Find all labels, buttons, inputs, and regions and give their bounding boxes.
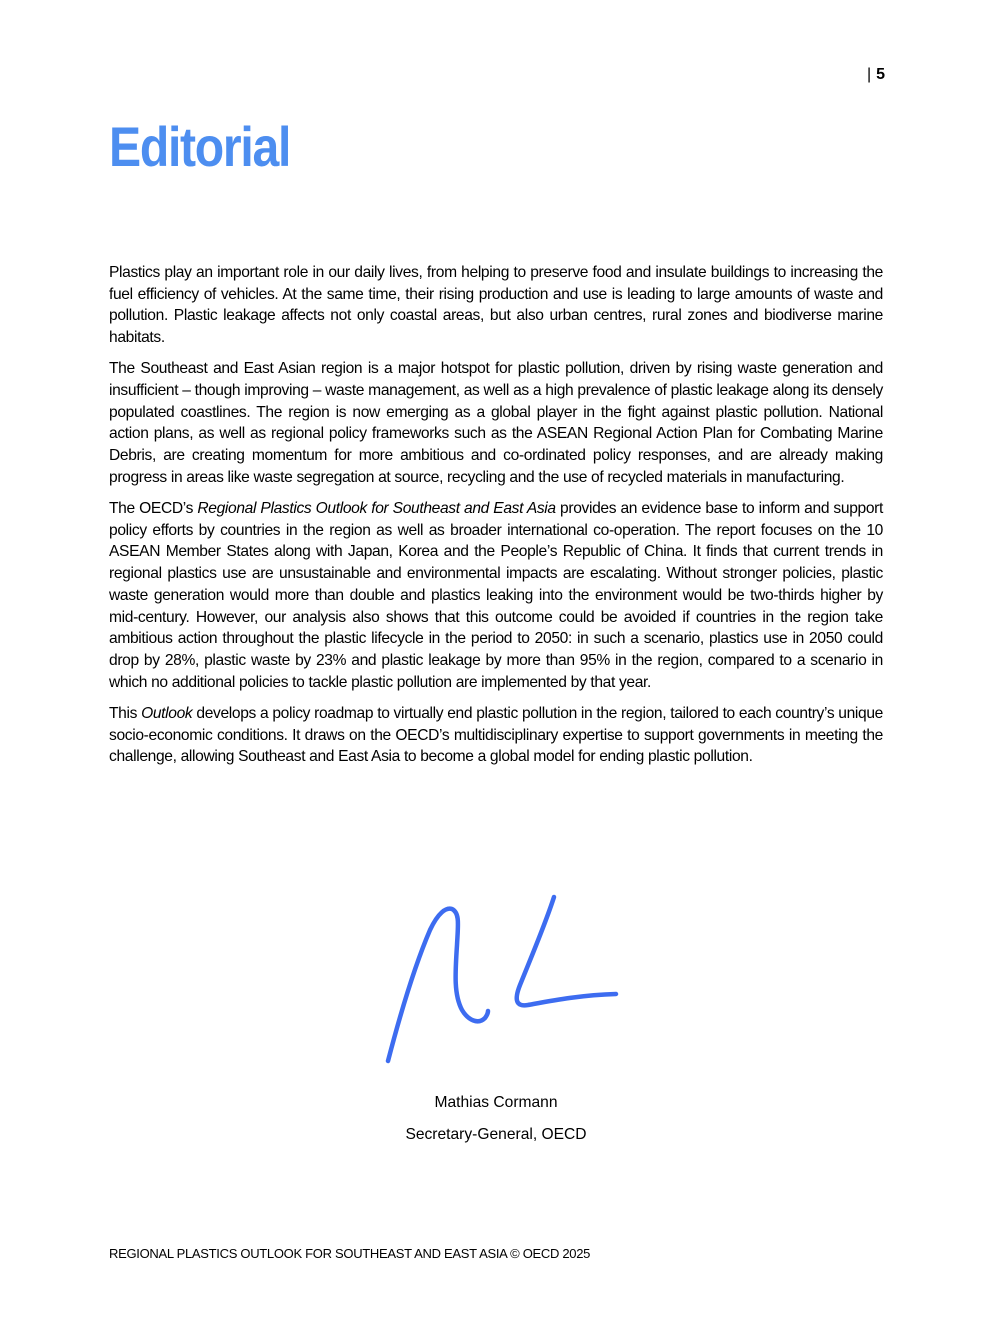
signature-icon — [380, 885, 625, 1070]
paragraph-3 — [109, 498, 883, 693]
outlook-italic: Outlook — [141, 704, 193, 722]
page-footer: REGIONAL PLASTICS OUTLOOK FOR SOUTHEAST AND EAST ASIA © OECD 2025 — [109, 1246, 591, 1261]
signer-title: Secretary-General, OECD — [405, 1126, 587, 1143]
paragraph-3-rest: provides an evidence base to inform and support policy efforts by countries in the region as well as broader international co-operation. The report focuses on the 10 ASEAN Member States along with Japan, Korea and the People’s Republic of China. It finds that current trends in regional plastics use are unsustainable and environmental impacts are escalating. Without stronger policies, plastic waste generation would more than double and plastics leaking into the environment would be two-thirds higher by mid-century. However, our analysis also shows that this outcome could be avoided if countries in the region take ambitious action throughout the plastic lifecycle in the period to 2050: in such a scenario, plastics use in 2050 could drop by 28%, plastic waste by 23% and plastic leakage by more than 95% in the region, compared to a scenario in which no additional policies to tackle plastic pollution are implemented by that year. — [109, 500, 883, 691]
editorial-body — [109, 262, 883, 777]
paragraph-1: Plastics play an important role in our daily lives, from helping to preserve food and insulate buildings to increasing the fuel efficiency of vehicles. At the same time, their rising production and use is leading to large amounts of waste and pollution. Plastic leakage affects not only coastal areas, but also urban centres, rural zones and biodiverse marine habitats. — [109, 264, 883, 347]
paragraph-4-intro: This — [109, 704, 142, 722]
page-number — [867, 66, 885, 84]
report-title-italic: Regional Plastics Outlook for Southeast and East Asia — [197, 500, 556, 518]
page-title: Editorial — [109, 115, 291, 178]
paragraph-3-intro: The OECD’s — [109, 500, 198, 518]
page-number-value: 5 — [876, 66, 885, 83]
signer-name: Mathias Cormann — [434, 1094, 558, 1111]
paragraph-4 — [109, 703, 883, 768]
paragraph-4-rest: develops a policy roadmap to virtually end plastic pollution in the region, tailored to each country’s unique socio-economic conditions. It draws on the OECD’s multidisciplinary expertise to support governments in meeting the challenge, allowing Southeast and East Asia to become a global model for ending plastic pollution. — [109, 704, 884, 766]
paragraph-2: The Southeast and East Asian region is a major hotspot for plastic pollution, driven by rising waste generation and insufficient – though improving – waste management, as well as a high prevalence of plastic leakage along its densely populated coastlines. The region is now emerging as a global player in the fight against plastic pollution. National action plans, as well as regional policy frameworks such as the ASEAN Regional Action Plan for Combating Marine Debris, are creating momentum for more ambitious and co-ordinated policy responses, and are already making progress in areas like waste segregation at source, recycling and the use of recycled materials in manufacturing. — [109, 360, 883, 486]
page-separator: | — [866, 66, 872, 83]
